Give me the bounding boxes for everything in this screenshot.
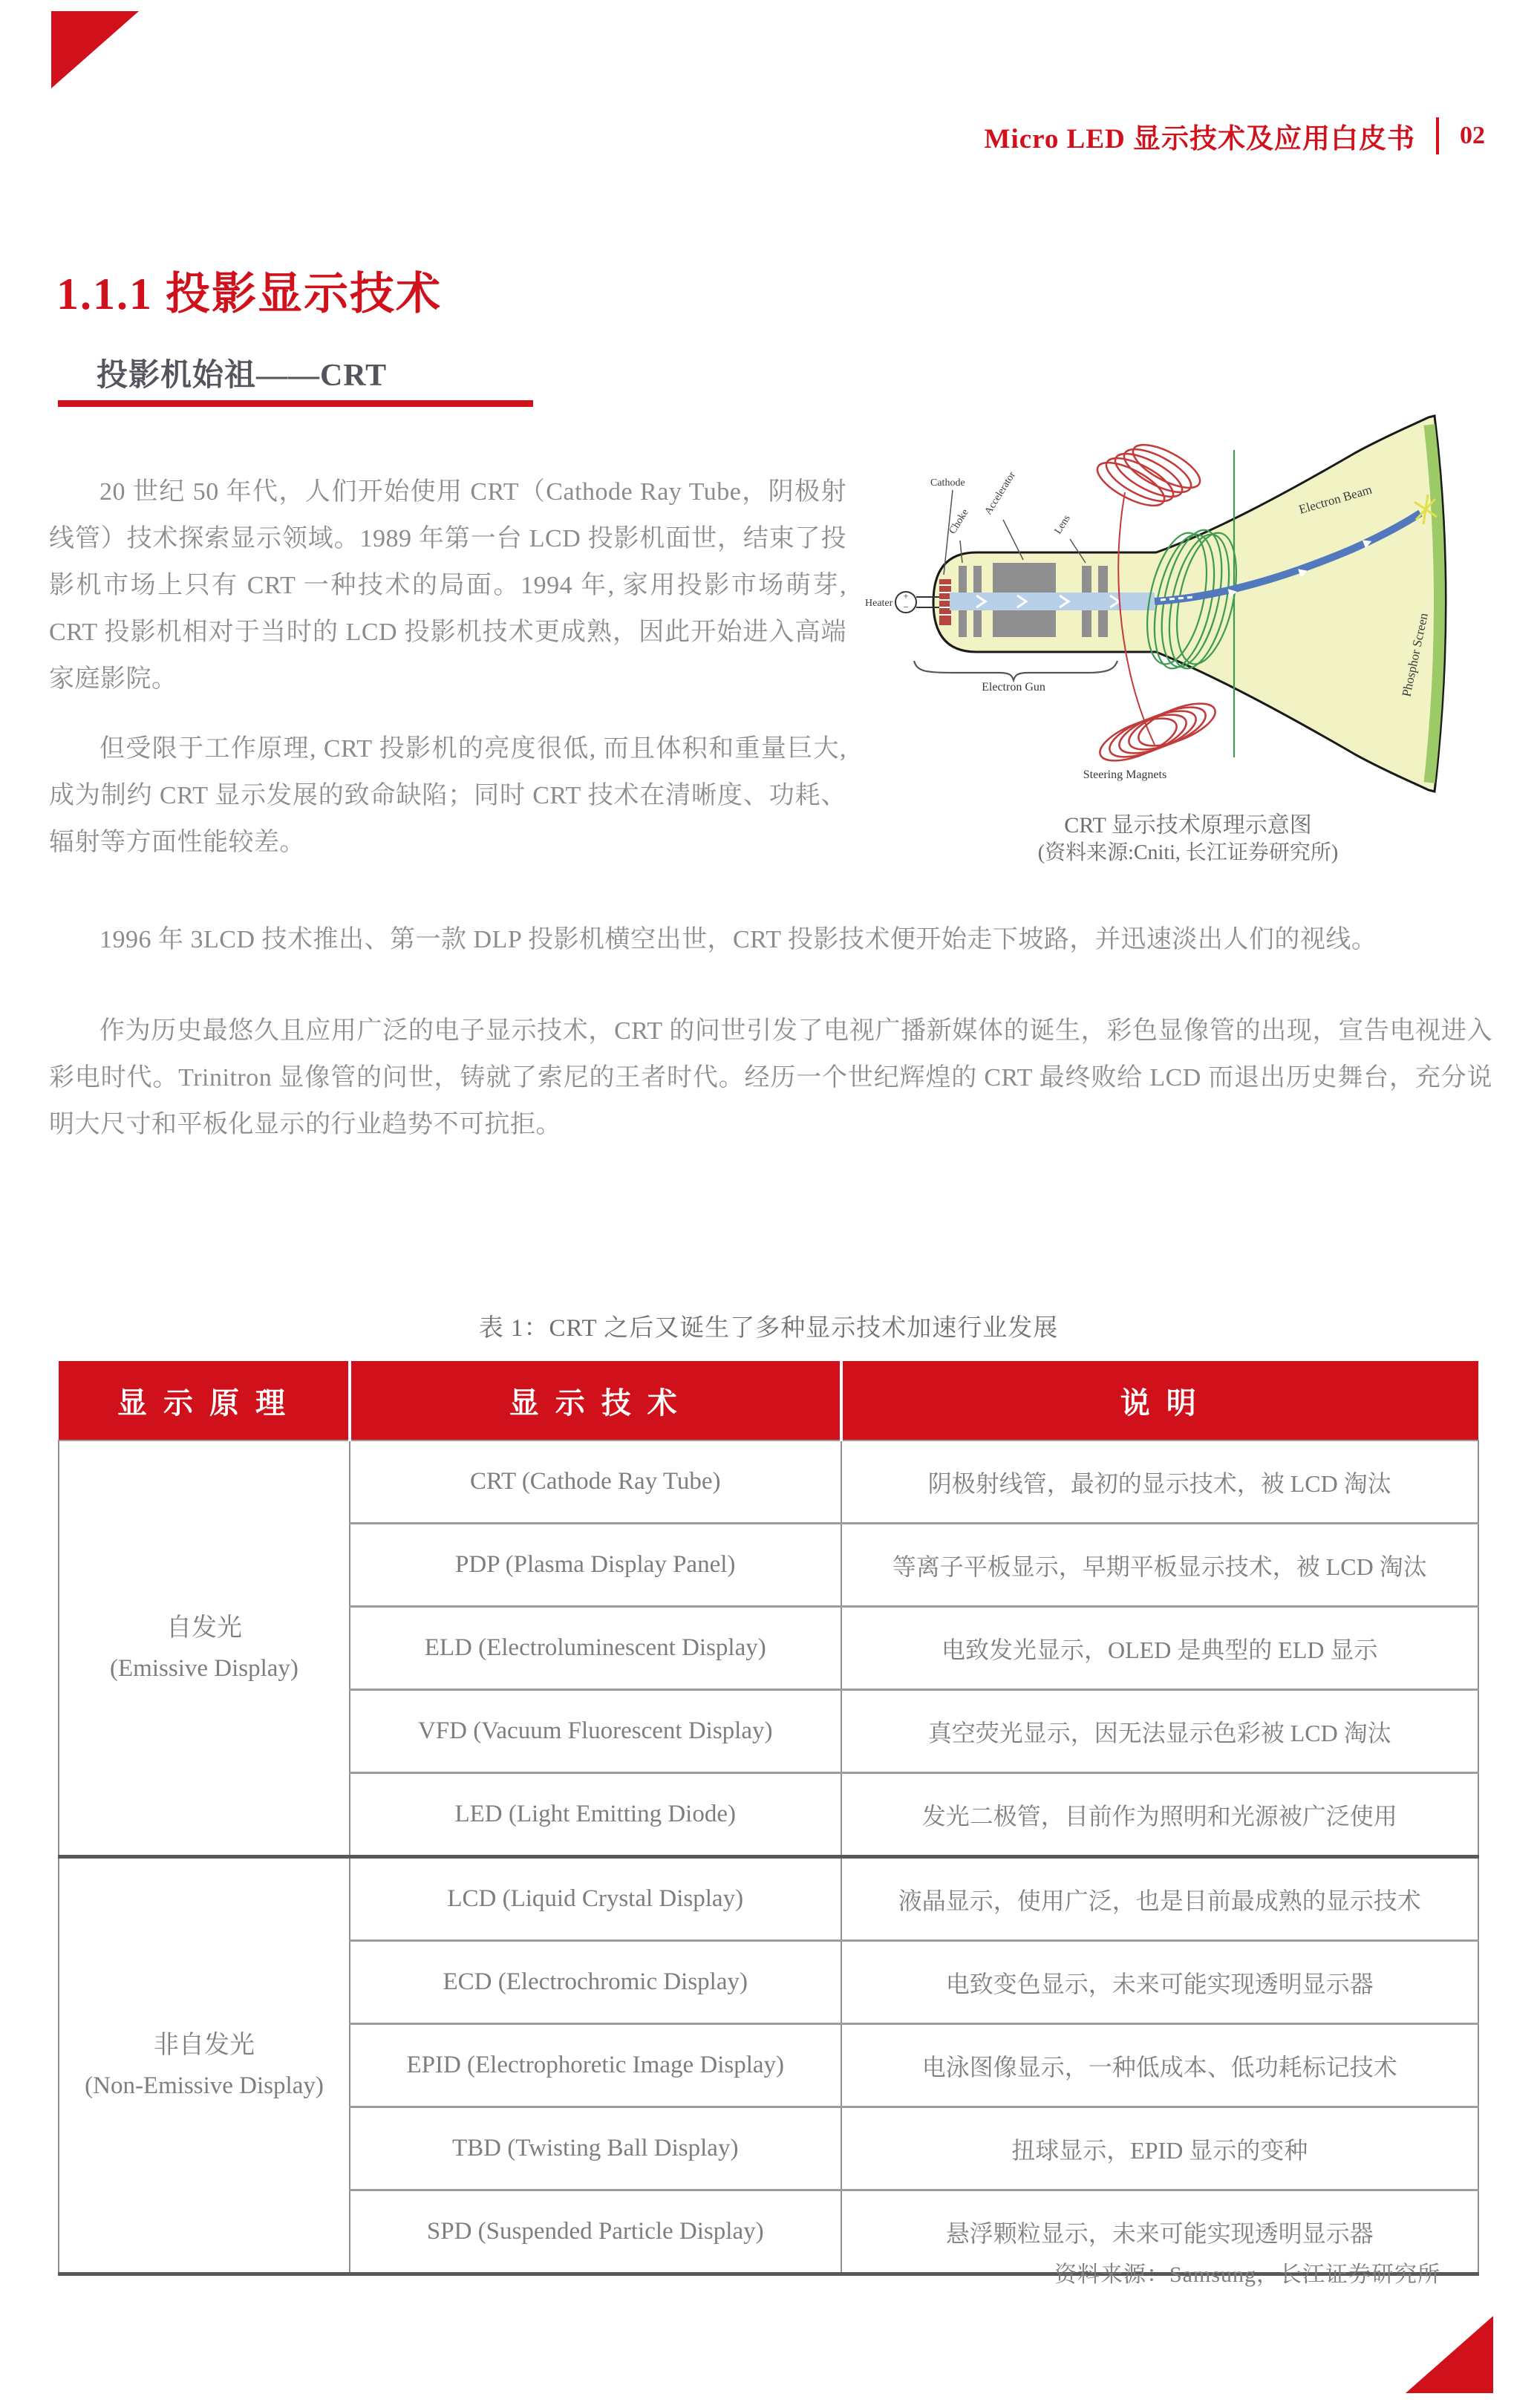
cathode-label: Cathode: [930, 477, 965, 489]
technology-cell: ELD (Electroluminescent Display): [350, 1607, 841, 1690]
page-number: 02: [1460, 122, 1485, 149]
electron-beam-label: Electron Beam: [1297, 482, 1374, 517]
technology-cell: TBD (Twisting Ball Display): [350, 2107, 841, 2190]
corner-triangle-top-left: [51, 11, 139, 88]
heater-plus: +: [903, 590, 909, 601]
description-cell: 电致发光显示，OLED 是典型的 ELD 显示: [841, 1607, 1479, 1690]
steering-magnets-label: Steering Magnets: [1083, 769, 1167, 781]
technology-cell: SPD (Suspended Particle Display): [350, 2190, 841, 2274]
cathode-element: [939, 579, 951, 625]
doc-title: Micro LED 显示技术及应用白皮书: [984, 124, 1415, 154]
table-row: [59, 1440, 1478, 1524]
technology-cell: LCD (Liquid Crystal Display): [350, 1857, 841, 1941]
section-heading: 1.1.1 投影显示技术: [56, 270, 442, 319]
choke-label: Choke: [947, 507, 971, 537]
principle-name: 非自发光: [153, 2031, 255, 2059]
description-cell: 阴极射线管，最初的显示技术，被 LCD 淘汰: [841, 1440, 1479, 1524]
section-subheading: 投影机始祖——CRT: [97, 359, 388, 393]
paragraph-crt-history: 20 世纪 50 年代，人们开始使用 CRT（Cathode Ray Tube，阴极射线管）技术探索显示领域。1989 年第一台 LCD 投影机面世，结束了投影机市场上只有 CRT 一种技术的局面。1994 年, 家用投影市场萌芽, CRT 投影机相对于当时的 LCD 投影机技术更成熟，因此开始进入高端家庭影院。: [49, 478, 846, 693]
description-cell: 发光二极管，目前作为照明和光源被广泛使用: [841, 1773, 1479, 1857]
phosphor-screen-label: Phosphor Screen: [1399, 611, 1431, 698]
header-divider: [1436, 117, 1439, 154]
crt-diagram: [865, 407, 1511, 804]
technology-cell: VFD (Vacuum Fluorescent Display): [350, 1690, 841, 1773]
steering-magnet-coil-bottom: [1094, 695, 1221, 769]
gun-beam-channel: [950, 593, 1155, 610]
display-technology-table: [58, 1361, 1479, 2276]
crt-diagram-figure: [865, 407, 1511, 804]
paragraph-crt-decline: 1996 年 3LCD 技术推出、第一款 DLP 投影机横空出世，CRT 投影技术便开始走下坡路，并迅速淡出人们的视线。: [99, 926, 1377, 953]
accelerator-label: Accelerator: [982, 469, 1018, 518]
principle-cell: [59, 1857, 350, 2274]
principle-name: 自发光: [166, 1614, 242, 1642]
electron-gun-brace: [914, 661, 1117, 680]
principle-name-en: (Non-Emissive Display): [85, 2072, 324, 2099]
corner-triangle-bottom-right: [1406, 2316, 1493, 2393]
column-header-description: 说 明: [841, 1361, 1479, 1440]
description-cell: 等离子平板显示，早期平板显示技术，被 LCD 淘汰: [841, 1524, 1479, 1607]
description-cell: 电泳图像显示，一种低成本、低功耗标记技术: [841, 2024, 1479, 2107]
description-cell: 电致变色显示，未来可能实现透明显示器: [841, 1941, 1479, 2024]
technology-cell: CRT (Cathode Ray Tube): [350, 1440, 841, 1524]
paragraph-crt-legacy: 作为历史最悠久且应用广泛的电子显示技术，CRT 的问世引发了电视广播新媒体的诞生，彩色显像管的出现，宣告电视进入彩电时代。Trinitron 显像管的问世，铸就了索尼的王者时代。经历一个世纪辉煌的 CRT 最终败给 LCD 而退出历史舞台，充分说明大尺寸和平板化显示的行业趋势不可抗拒。: [49, 1017, 1492, 1138]
description-cell: 真空荧光显示，因无法显示色彩被 LCD 淘汰: [841, 1690, 1479, 1773]
lens-label: Lens: [1052, 513, 1073, 537]
principle-cell: [59, 1440, 350, 1857]
steering-magnet-coil-top: [1091, 437, 1206, 514]
column-header-principle: 显 示 原 理: [59, 1361, 350, 1440]
table-title: 表 1：CRT 之后又诞生了多种显示技术加速行业发展: [478, 1315, 1059, 1342]
description-cell: 悬浮颗粒显示，未来可能实现透明显示器: [841, 2190, 1479, 2274]
table-row: [59, 1857, 1478, 1941]
heater-label: Heater: [865, 598, 893, 609]
red-underline-rule: [58, 400, 533, 407]
technology-cell: PDP (Plasma Display Panel): [350, 1524, 841, 1607]
table-body: [59, 1440, 1478, 2274]
technology-cell: ECD (Electrochromic Display): [350, 1941, 841, 2024]
technology-cell: LED (Light Emitting Diode): [350, 1773, 841, 1857]
electron-gun-label: Electron Gun: [982, 681, 1045, 694]
column-header-technology: 显 示 技 术: [350, 1361, 841, 1440]
description-cell: 扭球显示，EPID 显示的变种: [841, 2107, 1479, 2190]
heater-minus: −: [903, 601, 909, 613]
table-source-note: 资料来源：Samsung，长江证券研究所: [1054, 2262, 1440, 2287]
figure-caption: CRT 显示技术原理示意图: [1064, 813, 1312, 838]
description-cell: 液晶显示，使用广泛，也是目前最成熟的显示技术: [841, 1857, 1479, 1941]
paragraph-crt-limitations: 但受限于工作原理, CRT 投影机的亮度很低, 而且体积和重量巨大, 成为制约 CRT 显示发展的致命缺陷；同时 CRT 技术在清晰度、功耗、辐射等方面性能较差。: [49, 735, 846, 856]
figure-caption-source: (资料来源:Cniti, 长江证券研究所): [1037, 841, 1339, 864]
page-header: [985, 116, 1485, 156]
technology-cell: EPID (Electrophoretic Image Display): [350, 2024, 841, 2107]
principle-name-en: (Emissive Display): [110, 1654, 298, 1682]
table-header-row: [59, 1361, 1478, 1440]
